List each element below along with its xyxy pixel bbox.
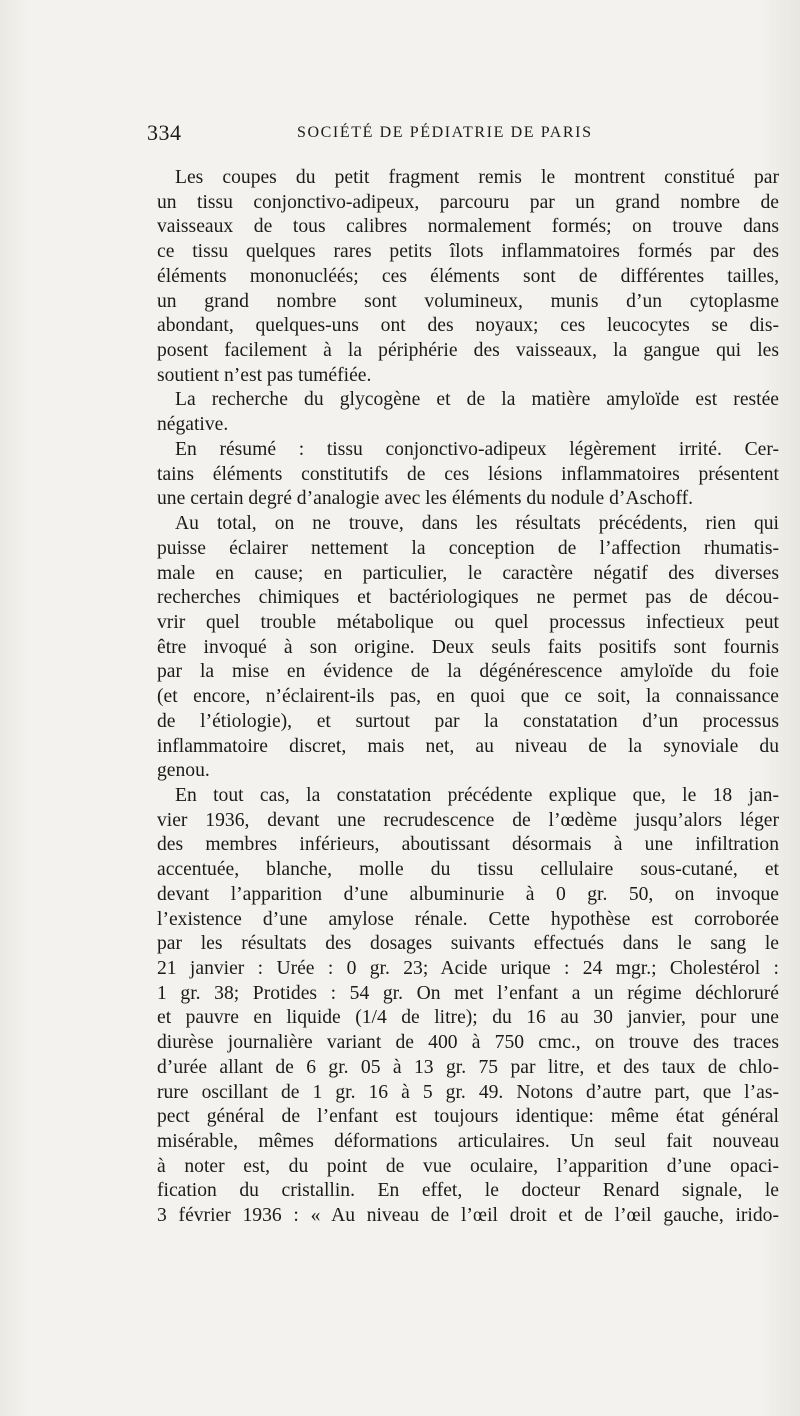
text-line: ce tissu quelques rares petits îlots inflammatoires formés par des — [157, 241, 779, 263]
text-line: posent facilement à la périphérie des vaisseaux, la gangue qui les — [157, 340, 779, 362]
text-line: Au total, on ne trouve, dans les résultats précédents, rien qui — [175, 513, 779, 535]
text-line: recherches chimiques et bactériologiques ne permet pas de décou- — [157, 587, 779, 609]
body-text — [157, 166, 779, 1229]
text-line: une certain degré d’analogie avec les éléments du nodule d’Aschoff. — [157, 488, 694, 510]
page-header — [147, 120, 775, 148]
text-line: éléments mononucléés; ces éléments sont de différentes tailles, — [157, 265, 779, 287]
text-line: un grand nombre sont volumineux, munis d’un cytoplasme — [157, 290, 779, 312]
text-line: abondant, quelques-uns ont des noyaux; ces leucocytes se dis- — [157, 315, 779, 337]
text-line: misérable, mêmes déformations articulaires. Un seul fait nouveau — [157, 1131, 779, 1153]
text-line: genou. — [157, 760, 210, 782]
text-line: 3 février 1936 : « Au niveau de l’œil droit et de l’œil gauche, irido- — [157, 1205, 779, 1227]
text-line: En résumé : tissu conjonctivo-adipeux légèrement irrité. Cer- — [175, 438, 779, 460]
text-line: Les coupes du petit fragment remis le montrent constitué par — [175, 167, 779, 188]
text-line: un tissu conjonctivo-adipeux, parcouru par un grand nombre de — [157, 191, 779, 213]
text-line: 1 gr. 38; Protides : 54 gr. On met l’enfant a un régime déchloruré — [157, 982, 779, 1004]
page-number: 334 — [147, 120, 182, 145]
text-line: être invoqué à son origine. Deux seuls faits positifs sont fournis — [157, 636, 779, 658]
text-line: par les résultats des dosages suivants effectués dans le sang le — [157, 933, 779, 955]
text-line: (et encore, n’éclairent-ils pas, en quoi que ce soit, la connaissance — [157, 686, 779, 708]
running-title: SOCIÉTÉ DE PÉDIATRIE DE PARIS — [297, 124, 593, 141]
text-line: d’urée allant de 6 gr. 05 à 13 gr. 75 par litre, et des taux de chlo- — [157, 1056, 779, 1078]
text-line: vier 1936, devant une recrudescence de l’œdème jusqu’alors léger — [157, 809, 779, 831]
text-line: En tout cas, la constatation précédente explique que, le 18 jan- — [175, 784, 779, 806]
text-line: l’existence d’une amylose rénale. Cette hypothèse est corroborée — [157, 908, 779, 930]
text-line: négative. — [157, 414, 229, 436]
text-line: vaisseaux de tous calibres normalement formés; on trouve dans — [157, 216, 779, 238]
text-line: pect général de l’enfant est toujours identique: même état général — [157, 1106, 779, 1128]
text-line: male en cause; en particulier, le caractère négatif des diverses — [157, 562, 779, 584]
text-line: La recherche du glycogène et de la matière amyloïde est restée — [175, 389, 779, 411]
text-line: devant l’apparition d’une albuminurie à 0 gr. 50, on invoque — [157, 883, 779, 905]
text-line: 21 janvier : Urée : 0 gr. 23; Acide urique : 24 mgr.; Cholestérol : — [157, 958, 779, 979]
text-line: et pauvre en liquide (1/4 de litre); du 16 au 30 janvier, pour une — [157, 1007, 779, 1029]
text-line: vrir quel trouble métabolique ou quel processus infectieux peut — [157, 611, 779, 633]
text-line: rure oscillant de 1 gr. 16 à 5 gr. 49. Notons d’autre part, que l’as- — [157, 1081, 779, 1103]
text-line: soutient n’est pas tuméfiée. — [157, 364, 372, 386]
text-line: accentuée, blanche, molle du tissu cellulaire sous-cutané, et — [157, 859, 779, 881]
text-line: fication du cristallin. En effet, le docteur Renard signale, le — [157, 1180, 779, 1202]
text-line: tains éléments constitutifs de ces lésions inflammatoires présentent — [157, 463, 779, 485]
text-line: des membres inférieurs, aboutissant désormais à une infiltration — [157, 834, 779, 856]
text-line: par la mise en évidence de la dégénérescence amyloïde du foie — [157, 661, 779, 683]
text-line: de l’étiologie), et surtout par la constatation d’un processus — [157, 710, 779, 732]
text-line: puisse éclairer nettement la conception de l’affection rhumatis- — [157, 537, 779, 559]
text-line: inflammatoire discret, mais net, au niveau de la synoviale du — [157, 735, 779, 757]
text-line: diurèse journalière variant de 400 à 750 cmc., on trouve des traces — [157, 1032, 779, 1054]
text-line: à noter est, du point de vue oculaire, l’apparition d’une opaci- — [157, 1155, 779, 1177]
